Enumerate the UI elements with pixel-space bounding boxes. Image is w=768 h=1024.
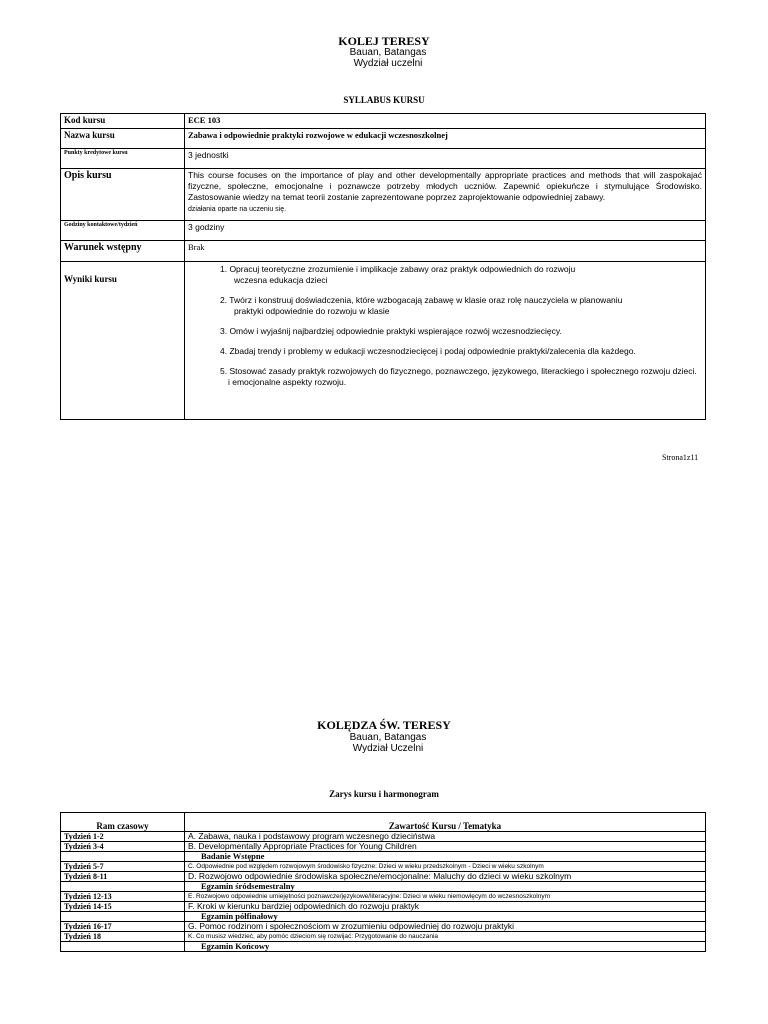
list-item: 1. Opracuj teoretyczne zrozumienie i implikacje zabawy oraz praktyk odpowiednich do rozwoju wczesna edukacja dzieci [220, 264, 576, 285]
syllabus-table [60, 113, 706, 420]
list-item: 2. Twórz i konstruuj doświadczenia, które wzbogacają zabawę w klasie oraz rolę nauczyciela w planowaniu praktyki odpowiednie do rozwoju w klasie [220, 295, 623, 316]
table-row [61, 149, 706, 169]
document-title: Zarys kursu i harmonogram [329, 789, 439, 799]
course-credits: 3 jednostki [185, 149, 706, 169]
table-row: Tydzień 14-15 F. Kroki w kierunku bardziej odpowiednich do rozwoju praktyk [61, 902, 706, 912]
list-item: 5. Stosować zasady praktyk rozwojowych do fizycznego, poznawczego, językowego, literackiego i społecznego rozwoju dzieci. i emocjonalne aspekty rozwoju. [220, 366, 697, 387]
table-row: Tydzień 3-4 B. Developmentally Appropriate Practices for Young Children [61, 842, 706, 852]
row-label: Kod kursu [61, 114, 185, 129]
description-tail: działania oparte na uczeniu się. [188, 206, 287, 213]
school-location: Bauan, Batangas [349, 732, 427, 743]
table-row: Egzamin Końcowy [61, 942, 706, 952]
table-row: Tydzień 5-7 C. Odpowiednie pod względem rozwojowym środowisko fizyczne: Dzieci w wieku przedszkolnym - Dzieci w wieku szkolnym [61, 862, 706, 872]
course-description [185, 169, 706, 221]
row-label: Godziny kontaktowe/tydzień [61, 221, 185, 241]
course-code: ECE 103 [185, 114, 706, 129]
list-item: 4. Zbadaj trendy i problemy w edukacji wczesnodziecięcej i podaj odpowiednie praktyki/zalecenia dla każdego. [220, 346, 636, 356]
outcomes-list [188, 264, 702, 388]
schedule-table [60, 812, 706, 952]
row-label: Opis kursu [61, 169, 185, 221]
table-row [61, 169, 706, 221]
table-header [61, 813, 706, 832]
school-location: Bauan, Batangas [349, 47, 427, 58]
table-row: Tydzień 12-13 E. Rozwojowo odpowiednie umiejętności poznawcze/językowe/literacyjne: Dzieci w wieku niemowlęcym do wczesnoszkolnym [61, 892, 706, 902]
table-row: Tydzień 18 K. Co musisz wiedzieć, aby pomóc dzieciom się rozwijać: Przygotowanie do nauczania [61, 932, 706, 942]
list-item: 3. Omów i wyjaśnij najbardziej odpowiednie praktyki wspierające rozwój wczesnodziecięcy. [220, 326, 562, 336]
school-name: KOLEJ TERESY [338, 34, 430, 48]
row-label: Punkty kredytowe kursu [61, 149, 185, 169]
course-outcomes [185, 262, 706, 420]
prerequisite: Brak [185, 241, 706, 262]
table-row [61, 129, 706, 149]
row-label: Warunek wstępny [61, 241, 185, 262]
table-row: Tydzień 16-17 G. Pomoc rodzinom i społecznościom w zrozumieniu odpowiedniej do rozwoju praktyki [61, 922, 706, 932]
table-row: Tydzień 1-2 A. Zabawa, nauka i podstawowy program wczesnego dzieciństwa [61, 832, 706, 842]
table-row: Badanie Wstępne [61, 852, 706, 862]
school-name: KOLĘDZA ŚW. TERESY [317, 718, 451, 732]
table-row: Egzamin półfinałowy [61, 912, 706, 922]
row-label: Wyniki kursu [61, 262, 185, 420]
contact-hours: 3 godziny [185, 221, 706, 241]
header-content: Zawartość Kursu / Tematyka [185, 813, 706, 832]
row-label: Nazwa kursu [61, 129, 185, 149]
header-timeframe: Ram czasowy [61, 813, 185, 832]
table-row: Egzamin śródsemestralny [61, 882, 706, 892]
document-title: SYLLABUS KURSU [343, 95, 425, 105]
course-name: Zabawa i odpowiednie praktyki rozwojowe w edukacji wczesnoszkolnej [185, 129, 706, 149]
table-row [61, 221, 706, 241]
description-text: This course focuses on the importance of play and other developmentally appropriate practices and methods that will zaspokajać fizyczne, społeczne, emocjonalne i poznawcze potrzeby młodych uczniów. Zapewnić opiekuńcze i stymulujące Środowisko. Zastosowanie wiedzy na temat teorii zostanie zaprezentowane poprzez zaprojektowanie odpowiedniej zabawy. [188, 170, 702, 202]
page-number: Strona1z11 [662, 453, 699, 462]
table-row [61, 262, 706, 420]
table-row [61, 241, 706, 262]
table-row: Tydzień 8-11 D. Rozwojowo odpowiednie środowiska społeczne/emocjonalne: Maluchy do dzieci w wieku szkolnym [61, 872, 706, 882]
department: Wydział uczelni [353, 58, 423, 69]
department: Wydział Uczelni [352, 743, 424, 754]
table-row [61, 114, 706, 129]
